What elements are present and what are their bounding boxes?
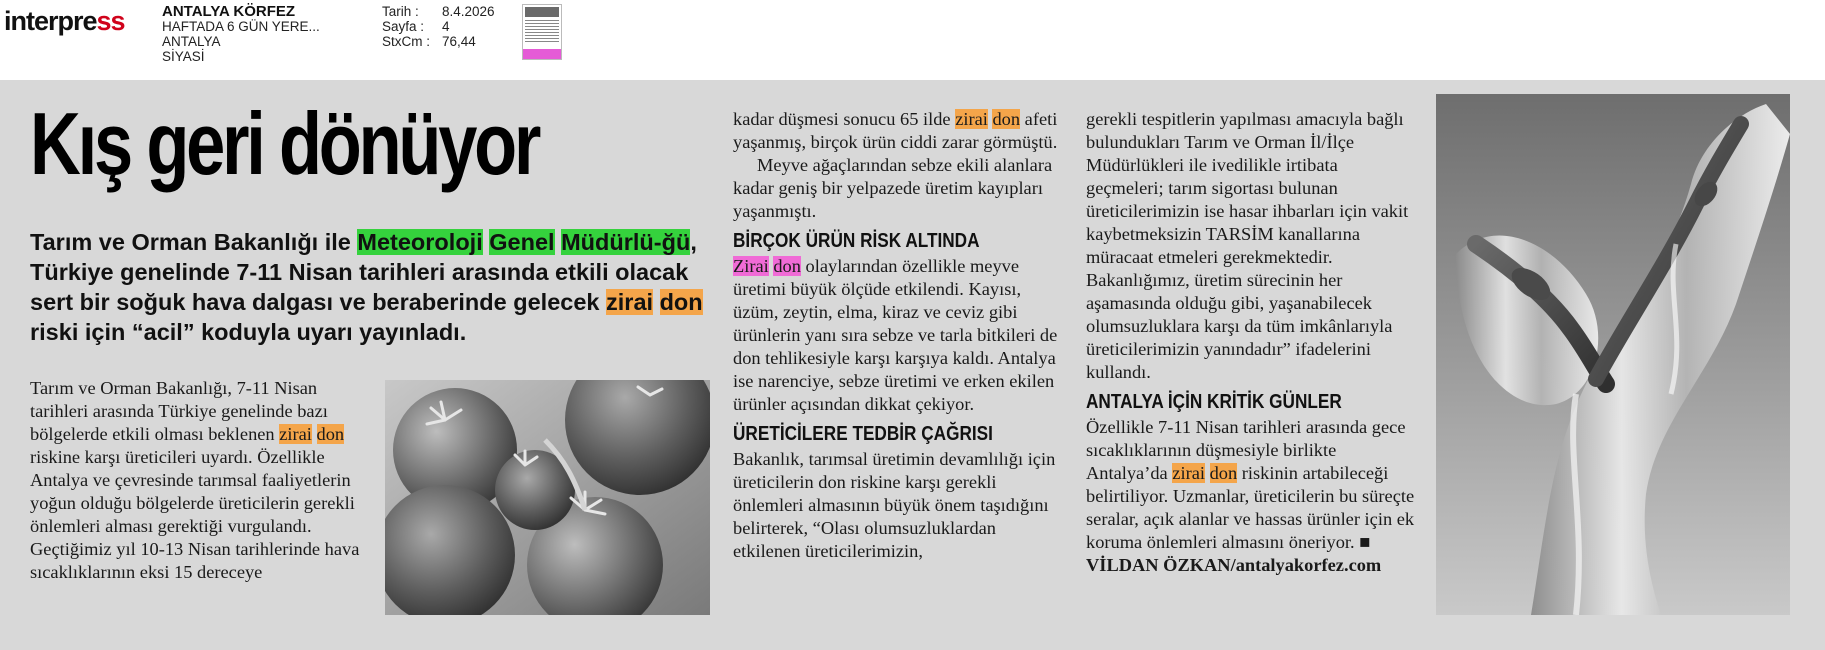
byline: ■ VİLDAN ÖZKAN/antalyakorfez.com bbox=[1086, 532, 1382, 575]
highlight-keyword: don bbox=[316, 424, 345, 444]
lead-text: , Türkiye genelinde 7-11 Nisan tarihleri arasında etkili olacak sert bir soğuk hava dalgası ve beraberinde gelecek bbox=[30, 229, 697, 315]
article-lead bbox=[30, 227, 710, 347]
frozen-branch-photo bbox=[1436, 94, 1790, 615]
body-text: kadar düşmesi sonucu 65 ilde bbox=[733, 109, 956, 129]
paragraph: Meyve ağaçlarından sebze ekili alanlara kadar geniş bir yelpazede üretim kayıpları yaşanmıştı. bbox=[733, 155, 1053, 221]
subheading: ANTALYA İÇİN KRİTİK GÜNLER bbox=[1086, 391, 1342, 413]
lead-text: riski için “acil” koduyla uyarı yayınladı. bbox=[30, 319, 467, 345]
paragraph bbox=[1086, 416, 1418, 577]
logo-main-text: interpre bbox=[4, 6, 97, 36]
body-column-2 bbox=[733, 108, 1065, 563]
highlight-keyword: Genel bbox=[489, 229, 555, 255]
highlight-keyword: Zirai bbox=[733, 256, 769, 276]
body-text: riskinin artabileceği belirtiliyor. Uzmanlar, üreticilerin bu süreçte seralar, açık alanlar ve hassas ürünler için ek koruma önlemleri almasını öneriyor. bbox=[1086, 463, 1415, 552]
subheading: ÜRETİCİLERE TEDBİR ÇAĞRISI bbox=[733, 423, 993, 445]
highlight-keyword: don bbox=[659, 289, 703, 315]
logo-accent-text: ss bbox=[96, 6, 125, 36]
paragraph bbox=[733, 255, 1065, 416]
highlight-keyword: don bbox=[773, 256, 801, 276]
publication-info bbox=[162, 4, 320, 64]
thumbnail-clip-marker bbox=[523, 49, 561, 59]
body-text: riskine karşı üreticileri uyardı. Özellikle Antalya ve çevresinde tarımsal faaliyetlerin yoğun olduğu bölgelerde üreticilerin gerekli önlemleri alması gerektiği vurgulandı. Geçtiğimiz yıl 10-13 Nisan tarihlerinde hava sıcaklıklarının eksi 15 dereceye bbox=[30, 447, 360, 582]
size-value: 76,44 bbox=[442, 34, 476, 49]
highlight-keyword: zirai bbox=[955, 109, 988, 129]
size-label: StxCm : bbox=[382, 34, 431, 49]
paragraph bbox=[733, 108, 1065, 154]
highlight-keyword: ğü bbox=[661, 229, 691, 255]
date-label: Tarih : bbox=[382, 4, 419, 19]
highlight-keyword: zirai bbox=[1172, 463, 1205, 483]
body-text: Özellikle 7-11 Nisan tarihleri arasında gece sıcaklıklarının düşmesiyle birlikte Antalya’da bbox=[1086, 417, 1406, 483]
publication-frequency: HAFTADA 6 GÜN YERE... bbox=[162, 19, 320, 34]
interpress-logo bbox=[4, 6, 125, 37]
page-value: 4 bbox=[442, 19, 450, 34]
frozen-branch-image bbox=[1436, 94, 1790, 615]
body-column-1 bbox=[30, 377, 370, 584]
highlight-keyword: don bbox=[992, 109, 1021, 129]
clipping-header bbox=[0, 0, 1825, 80]
highlight-keyword: don bbox=[1209, 463, 1238, 483]
publication-name: ANTALYA KÖRFEZ bbox=[162, 3, 296, 20]
tomato-frost-photo bbox=[385, 380, 710, 615]
article-clipping bbox=[0, 80, 1825, 650]
clipping-meta bbox=[382, 4, 495, 49]
thumbnail-text-lines bbox=[525, 20, 559, 44]
publication-city: ANTALYA bbox=[162, 34, 221, 49]
lead-text: Tarım ve Orman Bakanlığı ile bbox=[30, 229, 358, 255]
highlight-keyword: zirai bbox=[606, 289, 654, 315]
page-thumbnail[interactable] bbox=[522, 4, 562, 60]
body-column-3 bbox=[1086, 108, 1418, 577]
page-label: Sayfa : bbox=[382, 19, 425, 34]
subheading: BİRÇOK ÜRÜN RİSK ALTINDA bbox=[733, 230, 980, 252]
highlight-keyword: Müdürlü- bbox=[561, 229, 662, 255]
paragraph: gerekli tespitlerin yapılması amacıyla bağlı bulundukları Tarım ve Orman İl/İlçe Müdürlükleri ile ivedilikle irtibata geçmeleri; tarım sigortası bulunan üreticilerimizin ise hasar ihbarları için vakit kaybetmeksizin TARSİM kanallarına müracaat etmeleri gerekmektedir. Bakanlığımız, üretim sürecinin her aşamasında olduğu gibi, yaşanabilecek olumsuzluklara karşı da tüm imkânlarıyla üreticilerimizin yanındadır” ifadelerini kullandı. bbox=[1086, 109, 1409, 382]
paragraph: Bakanlık, tarımsal üretimin devamlılığı için üreticilerin don riskine karşı gerekli önlemleri almasının büyük önem taşıdığını belirterek, “Olası olumsuzluklardan etkilenen üreticilerimizin, bbox=[733, 449, 1056, 561]
article-title: Kış geri dönüyor bbox=[30, 94, 539, 193]
publication-category: SİYASİ bbox=[162, 49, 205, 64]
body-text: afeti yaşanmış, birçok ürün ciddi zarar görmüştü. bbox=[733, 109, 1058, 152]
highlight-keyword: Meteoroloji bbox=[357, 229, 483, 255]
thumbnail-header-block bbox=[525, 7, 559, 17]
body-text: Tarım ve Orman Bakanlığı, 7-11 Nisan tarihleri arasında Türkiye genelinde bazı bölgelerde etkili olması beklenen bbox=[30, 378, 328, 444]
body-text: olaylarından özellikle meyve üretimi büyük ölçüde etkilendi. Kayısı, üzüm, zeytin, elma, kiraz ve ceviz gibi ürünlerin yanı sıra sebze ve tarla bitkileri de don tehlikesiyle karşı karşıya kaldı. Antalya ise narenciye, sebze üretimi ve erken ekilen ürünler açısından dikkat çekiyor. bbox=[733, 256, 1058, 414]
tomato-frost-image bbox=[385, 380, 710, 615]
date-value: 8.4.2026 bbox=[442, 4, 495, 19]
highlight-keyword: zirai bbox=[279, 424, 312, 444]
